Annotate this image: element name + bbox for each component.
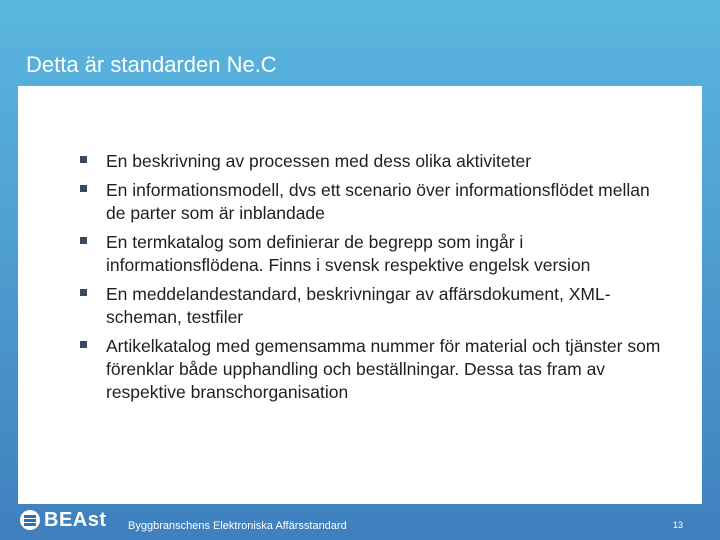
- page-number: 13: [673, 520, 684, 530]
- logo-text: BEAst: [44, 508, 107, 531]
- bullet-item: [62, 231, 662, 277]
- bullet-text: Artikelkatalog med gemensamma nummer för material och tjänster som förenklar både upphandling och beställningar. Dessa tas fram av respektive branschorganisation: [106, 336, 661, 402]
- slide-title: Detta är standarden Ne.C: [26, 52, 277, 77]
- beast-logo: [20, 509, 107, 531]
- logo-mark-icon: [20, 510, 40, 530]
- bullet-item: [62, 335, 662, 404]
- bullet-text: En termkatalog som definierar de begrepp som ingår i informationsflödena. Finns i svensk respektive engelsk version: [106, 232, 591, 275]
- bullet-square-icon: [80, 289, 87, 296]
- bullet-item: [62, 179, 662, 225]
- bullet-text: En beskrivning av processen med dess olika aktiviteter: [106, 151, 532, 171]
- bullet-item: [62, 150, 662, 173]
- bullet-square-icon: [80, 237, 87, 244]
- bullet-square-icon: [80, 156, 87, 163]
- bullet-list: [62, 150, 662, 410]
- bullet-square-icon: [80, 185, 87, 192]
- bullet-text: En informationsmodell, dvs ett scenario över informationsflödet mellan de parter som är inblandade: [106, 180, 650, 223]
- bullet-text: En meddelandestandard, beskrivningar av affärsdokument, XML-scheman, testfiler: [106, 284, 611, 327]
- bullet-square-icon: [80, 341, 87, 348]
- footer-text: Byggbranschens Elektroniska Affärsstandard: [128, 520, 347, 532]
- bullet-item: [62, 283, 662, 329]
